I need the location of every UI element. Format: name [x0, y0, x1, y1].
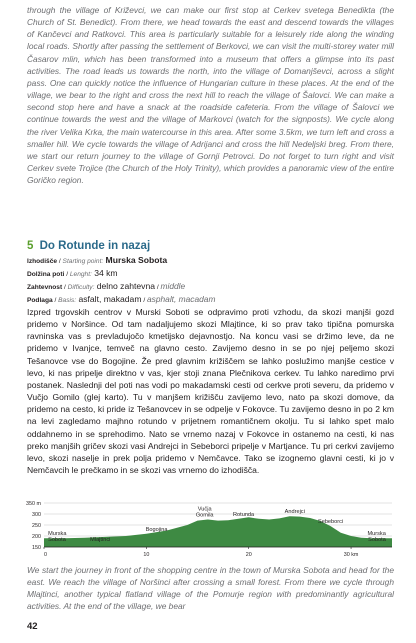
info-start: [27, 254, 397, 268]
x-tick-label: 0: [44, 552, 47, 558]
info-separator: /: [141, 297, 147, 304]
place-label: Murska Sobota: [48, 531, 67, 543]
place-label: Rotunda: [233, 511, 255, 518]
section-heading: [27, 240, 387, 252]
y-tick-label: 150: [32, 545, 41, 551]
info-start-label-en: Starting point:: [62, 258, 104, 265]
y-tick-label: 250: [32, 523, 41, 529]
info-difficulty-label-en: Difficulty:: [67, 284, 95, 291]
info-separator: /: [155, 284, 161, 291]
info-start-value: Murska Sobota: [105, 255, 168, 265]
info-separator: /: [62, 284, 68, 291]
info-difficulty: [27, 280, 397, 294]
info-surface-label: Podlaga: [27, 297, 53, 304]
place-label: Andrejci: [284, 509, 305, 516]
place-label: Bogojina: [145, 526, 168, 533]
info-surface-value-en: asphalt, macadam: [147, 294, 216, 304]
x-tick-label: 30 km: [343, 552, 359, 558]
x-tick-label: 10: [143, 552, 150, 558]
info-length-label: Dolžina poti: [27, 271, 65, 278]
section-number: 5: [27, 240, 34, 252]
y-tick-label: 200: [32, 534, 41, 540]
info-difficulty-label: Zahtevnost: [27, 284, 63, 291]
place-label: Sebeborci: [317, 519, 344, 526]
info-difficulty-value: delno zahtevna: [96, 281, 156, 291]
info-separator: /: [64, 271, 70, 278]
page-number: 42: [27, 621, 38, 632]
info-separator: /: [52, 297, 59, 304]
english-paragraph-intro: through the village of Križevci, we can make our first stop at Cerkev svetega Benedikta (the Church of St. Benedict). From there, we head towards the east and descend towards the villages of Kančevci and Ratkovci. This area is particularly suitable for a leisurely ride along the winding local roads. Shortly after passing the settlement of Berkovci, we can visit the multi-storey water mill Časarov mlin, which has been transformed into a museum that offers a glimpse into its past activities. The road leads us towards the north, into the village of Domanjševci, across a slight pass. One can quickly notice the influence of Hungarian culture in these places. At the end of the village, we bear to the right and cross the next hill to reach the village of Šalovci. We can make a second stop here and have a snack at the roadside cafeteria. From the village of Šalovci we continue towards the west and the village of Markovci (watch for the signposts). We cycle along the river Velika Krka, the main watercourse in this area. After some 3.5km, we turn left and cross a smaller hill. We cycle towards the village of Adrijanci and cross the hill Nedeljski breg. From there, we start our return journey to the village of Gornji Petrovci. Do not forget to turn right and visit Cerkev svete Trojice (the Church of the Holy Trinity), which provides a panoramic view of the entire Goričko region.: [27, 5, 394, 186]
place-label: Murska Sobota: [367, 531, 386, 543]
info-difficulty-value-en: middle: [160, 281, 186, 291]
info-surface-label-en: Basis:: [58, 297, 77, 304]
info-length-value: 34 km: [94, 268, 118, 278]
section-title: Do Rotunde in nazaj: [39, 240, 151, 252]
place-label: Vučja Gomila: [195, 506, 214, 519]
elevation-profile-chart: [18, 494, 396, 562]
slovene-paragraph: Izpred trgovskih centrov v Murski Soboti se odpravimo proti vzhodu, da skozi manjši gozd pridemo v Noršince. Od tam nadaljujemo skozi Mlajtince, ki so prav tako tipična pomurska ravninska vas s prevladujočo kmetijsko dejavnostjo. Na koncu vasi se držimo leve, da ne pridemo v Ivanjce, temveč na glavno cesto. Zavijemo desno in se po njej peljemo skozi Tešanovce vse do Bogojine. Že pred glavnim križiščem se lahko poslužimo manjše cestice v levo, ki nas pripelje direktno v vas, kjer stoji znana Plečnikova cerkev. Tu lahko naredimo prvi postanek. Naslednji del poti nas vodi po makadamski cesti od cerkve proti severu, da pridemo v Vučjo Gomilo (glej karto). Tu v manjšem križišču zavijemo levo, nato pa skozi domove, da pridemo na cesto, ki pride iz Tešanovcev in se odpelje v Fokovce. Tu zavijemo desno in po 2 km na levi zagledamo majhno rotundo v prijetnem romantičnem okolju. Tu si lahko spet malo oddahnemo in se sprehodimo. Nato se vrnemo nazaj v Fokovce in ostanemo na cesti, ki nas preko manjših gričev skozi vasi Andrejci in Sebeborci pripelje v Martjance. Tu pri cerkvi zavijemo levo, skozi naselje in prek polja pridemo v Nemčavce. Tako se izognemo glavni cesti, ki jo v Nemčavcih le prečkamo in se skozi vas vrnemo do izhodišča.: [27, 307, 394, 476]
info-surface-value: asfalt, makadam: [78, 294, 142, 304]
place-label: Mlajtinci: [90, 537, 111, 543]
info-length: [27, 267, 397, 281]
info-length-label-en: Lenght:: [69, 271, 92, 278]
y-tick-label: 350 m: [26, 501, 41, 507]
info-separator: /: [57, 258, 63, 265]
y-tick-label: 300: [32, 512, 41, 518]
x-tick-label: 20: [245, 552, 252, 558]
info-start-label: Izhodišče: [27, 258, 58, 265]
english-paragraph-outro: We start the journey in front of the shopping centre in the town of Murska Sobota and head for the east. We reach the village of Noršinci after crossing a small forest. From there we cycle through Mlajtinci, another typical flatland village of the Pomurje region with predominantly agricultural activities. At the end of the village, we bear: [27, 565, 394, 612]
info-surface: [27, 293, 397, 307]
